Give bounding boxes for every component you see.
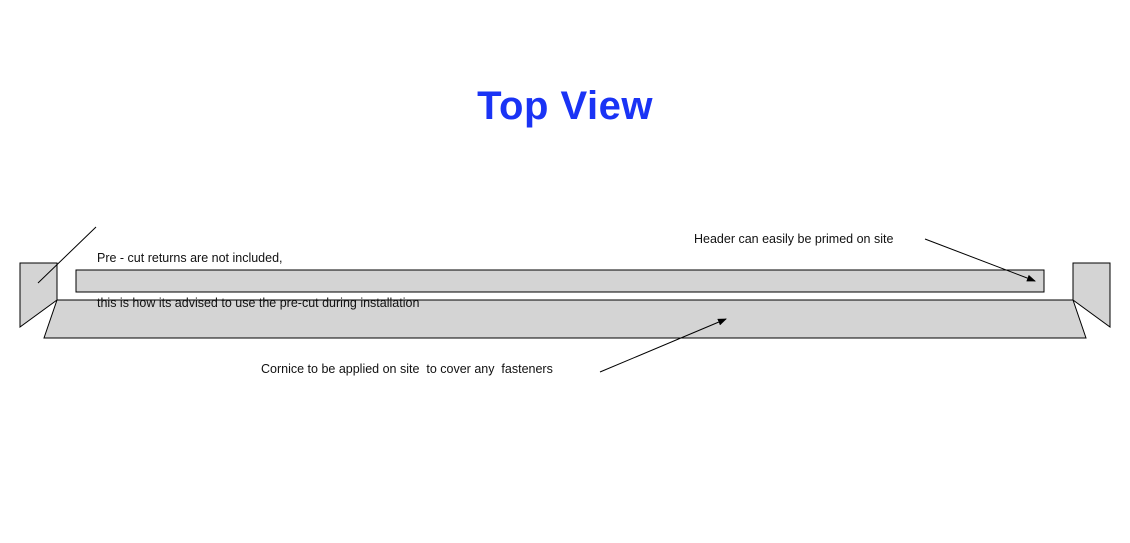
annotation-cornice-fasteners: Cornice to be applied on site to cover any fasteners	[261, 362, 553, 376]
annotation-pre-cut-returns	[97, 221, 419, 341]
page-title: Top View	[477, 84, 653, 128]
annotation-pre-cut-returns-line1: Pre - cut returns are not included,	[97, 251, 283, 265]
annotation-pre-cut-returns-line2: this is how its advised to use the pre-cut during installation	[97, 296, 420, 310]
annotation-header-primed: Header can easily be primed on site	[694, 232, 894, 246]
